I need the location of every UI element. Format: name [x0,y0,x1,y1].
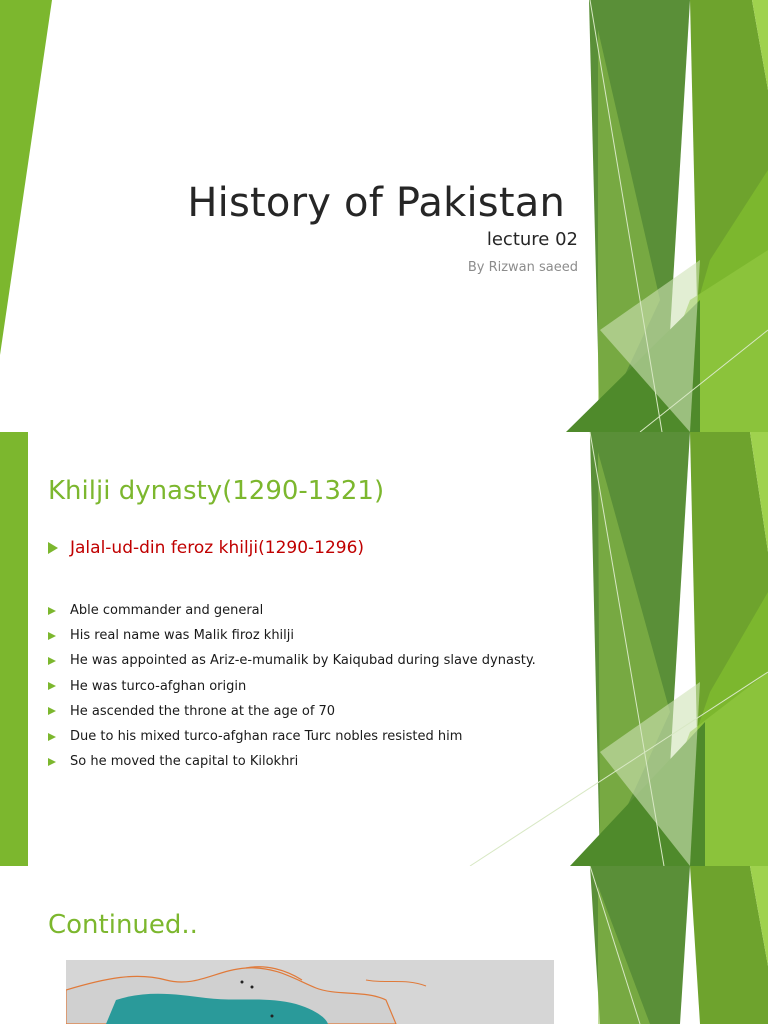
presentation-title: History of Pakistan [187,180,565,226]
section-heading: Khilji dynasty(1290-1321) [48,476,385,506]
list-item: He was appointed as Ariz-e-mumalik by Kaiqubad during slave dynasty. [48,648,536,673]
ruler-subheading [48,538,364,558]
triangle-right-icon [48,682,56,690]
triangle-right-icon [48,607,56,615]
triangle-right-icon [48,632,56,640]
triangle-right-icon [48,657,56,665]
ruler-name: Jalal-ud-din feroz khilji(1290-1296) [70,538,365,558]
triangle-right-icon [48,707,56,715]
triangle-right-icon [48,758,56,766]
list-item: Able commander and general [48,598,536,623]
title-slide [0,0,768,432]
list-item: He ascended the throne at the age of 70 [48,699,536,724]
list-item: His real name was Malik firoz khilji [48,623,536,648]
list-item: Due to his mixed turco-afghan race Turc nobles resisted him [48,724,536,749]
triangle-right-icon [48,733,56,741]
author-line: By Rizwan saeed [467,260,578,275]
continued-slide [0,866,768,1024]
lecture-subtitle: lecture 02 [486,229,578,250]
content-slide [0,432,768,866]
historical-map-image [66,960,554,1024]
list-item: So he moved the capital to Kilokhri [48,749,536,774]
bullet-list [48,598,536,774]
triangle-right-icon [48,542,58,554]
section-heading: Continued.. [48,910,198,940]
list-item: He was turco-afghan origin [48,674,536,699]
